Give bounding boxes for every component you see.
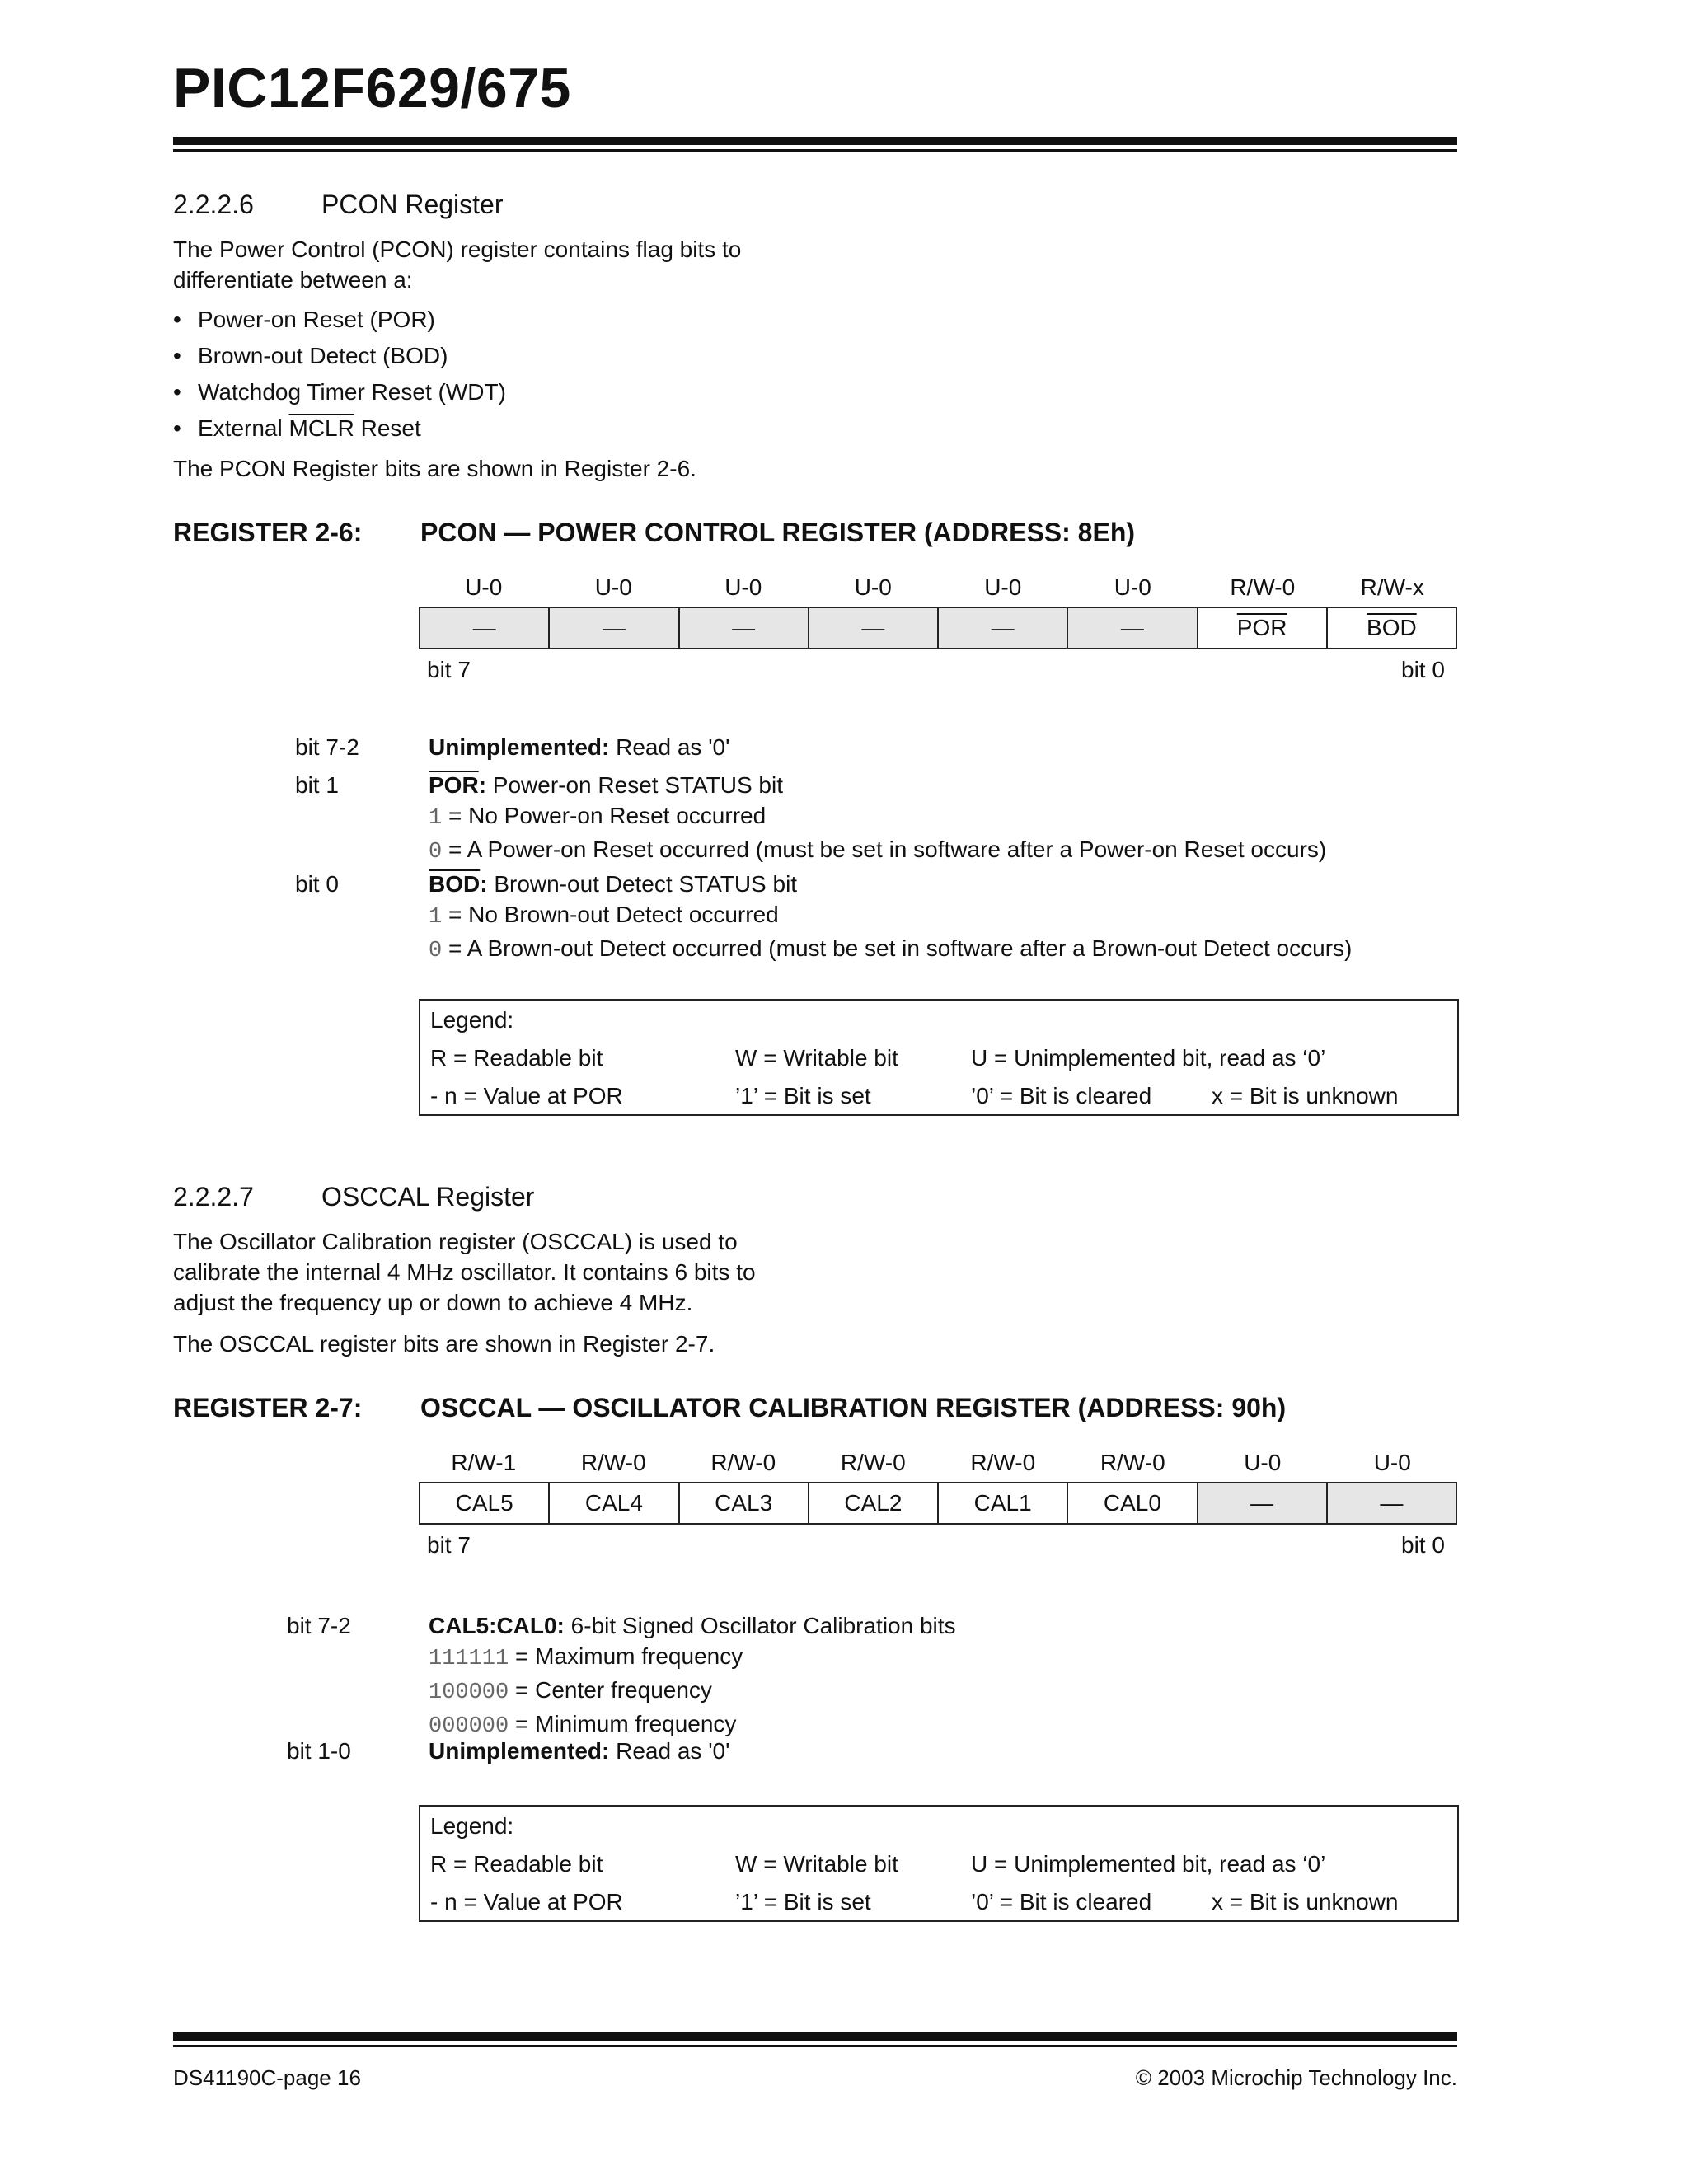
desc-bit1-0: Unimplemented: Read as '0' <box>429 1738 730 1764</box>
bit-cell: — <box>809 607 938 649</box>
bit-attribute: U-0 <box>984 574 1022 600</box>
bit-attribute: U-0 <box>1373 1450 1411 1475</box>
legend-item: W = Writable bit <box>735 1045 898 1071</box>
bit-attribute: R/W-0 <box>1230 574 1296 600</box>
legend-item: ’0’ = Bit is cleared <box>971 1889 1152 1915</box>
footer-page-id: DS41190C-page 16 <box>173 2065 361 2090</box>
bit-cell: CAL4 <box>549 1483 678 1524</box>
bit-cell: CAL2 <box>809 1483 938 1524</box>
bit-attribute: R/W-0 <box>840 1450 906 1475</box>
mclr-overline-text: MCLR <box>288 415 354 441</box>
desc-cal-bits: CAL5:CAL0: 6-bit Signed Oscillator Calibration bits 111111 = Maximum frequency 100000 = Center frequency 000000 = Minimum frequency <box>429 1613 956 1739</box>
legend-title: Legend: <box>430 1813 514 1839</box>
pcon-shown-paragraph: The PCON Register bits are shown in Register 2-6. <box>173 456 696 481</box>
footer-rule-thin <box>173 2045 1457 2047</box>
list-item: • Power-on Reset (POR) <box>173 302 506 338</box>
legend-item: U = Unimplemented bit, read as ‘0’ <box>971 1851 1326 1877</box>
legend-item: U = Unimplemented bit, read as ‘0’ <box>971 1045 1326 1071</box>
register-2-6-heading <box>173 518 1135 548</box>
bit-cell: — <box>1198 1483 1327 1524</box>
footer-copyright: © 2003 Microchip Technology Inc. <box>1135 2065 1457 2090</box>
legend-item: ’0’ = Bit is cleared <box>971 1083 1152 1108</box>
desc-bit7-2: Unimplemented: Read as '0' <box>429 734 730 760</box>
bit-attribute: U-0 <box>1114 574 1151 600</box>
pcon-bit-attributes <box>419 574 1457 601</box>
section-number: 2.2.2.6 <box>173 190 254 219</box>
bit-cell: CAL1 <box>938 1483 1067 1524</box>
register-label: REGISTER 2-7: <box>173 1393 363 1422</box>
legend-title: Legend: <box>430 1007 514 1033</box>
bit-cell: — <box>549 607 678 649</box>
bit0-label: bit 0 <box>1401 657 1445 682</box>
bit-attribute: R/W-0 <box>580 1450 646 1475</box>
legend-item: - n = Value at POR <box>430 1083 623 1108</box>
bit-cell: — <box>938 607 1067 649</box>
bit-attribute: U-0 <box>1244 1450 1282 1475</box>
list-item: • Watchdog Timer Reset (WDT) <box>173 374 506 410</box>
header-rule-thick <box>173 137 1457 145</box>
legend-item: ’1’ = Bit is set <box>735 1889 871 1915</box>
bit-attribute: R/W-0 <box>970 1450 1036 1475</box>
bit-cell: — <box>1327 1483 1456 1524</box>
osccal-bit-table <box>419 1482 1457 1525</box>
pcon-legend-box <box>419 999 1459 1116</box>
bit-attribute: U-0 <box>854 574 892 600</box>
bit-cell: — <box>420 607 549 649</box>
bit7-label: bit 7 <box>427 657 471 682</box>
legend-item: x = Bit is unknown <box>1212 1889 1399 1915</box>
pcon-intro-paragraph: The Power Control (PCON) register contains flag bits to differentiate between a: <box>173 237 742 293</box>
bit-attribute: R/W-x <box>1360 574 1424 600</box>
document-title: PIC12F629/675 <box>173 57 571 120</box>
bit-attribute: U-0 <box>594 574 632 600</box>
header-rule-thin <box>173 149 1457 152</box>
bit-cell: — <box>679 607 809 649</box>
footer-rule-thick <box>173 2032 1457 2041</box>
desc-bit0: $\overline{BOD}$: Brown-out Detect STATUS bit 1 = No Brown-out Detect occurred 0 = A Brown-out Detect occurred (must be set in software after a Brown-out Detect occurs) <box>429 871 1353 963</box>
section-number: 2.2.2.7 <box>173 1182 254 1212</box>
osccal-section-heading <box>173 1182 534 1212</box>
desc-label: bit 1-0 <box>287 1738 351 1764</box>
desc-label: bit 0 <box>295 871 339 897</box>
pcon-bit-table <box>419 607 1457 649</box>
osccal-intro-paragraph: The Oscillator Calibration register (OSCCAL) is used to calibrate the internal 4 MHz oscillator. It contains 6 bits to adjust the frequency up or down to achieve 4 MHz. <box>173 1229 756 1315</box>
desc-label: bit 7-2 <box>295 734 359 760</box>
section-title: OSCCAL Register <box>321 1182 535 1212</box>
section-title: PCON Register <box>321 190 504 219</box>
bit-cell-bod: $\overline{BOD}$ <box>1327 607 1456 649</box>
pcon-section-heading <box>173 190 504 220</box>
desc-bit1: $\overline{POR}$: Power-on Reset STATUS bit 1 = No Power-on Reset occurred 0 = A Power-on Reset occurred (must be set in software after a Power-on Reset occurs) <box>429 772 1327 865</box>
register-2-7-heading <box>173 1393 1286 1423</box>
legend-item: W = Writable bit <box>735 1851 898 1877</box>
register-title: OSCCAL — OSCILLATOR CALIBRATION REGISTER (ADDRESS: 90h) <box>420 1393 1287 1422</box>
desc-label: bit 1 <box>295 772 339 798</box>
legend-item: x = Bit is unknown <box>1212 1083 1399 1108</box>
register-label: REGISTER 2-6: <box>173 518 363 547</box>
list-item: • External MCLR Reset <box>173 410 506 447</box>
bit-cell: CAL0 <box>1067 1483 1197 1524</box>
desc-label: bit 7-2 <box>287 1613 351 1638</box>
reset-types-list <box>173 302 506 447</box>
bit0-label: bit 0 <box>1401 1532 1445 1558</box>
bit-attribute: R/W-1 <box>451 1450 517 1475</box>
bit-attribute: U-0 <box>724 574 762 600</box>
legend-item: ’1’ = Bit is set <box>735 1083 871 1108</box>
legend-item: R = Readable bit <box>430 1851 603 1877</box>
bit-attribute: U-0 <box>465 574 503 600</box>
bit7-label: bit 7 <box>427 1532 471 1558</box>
bit-attribute: R/W-0 <box>1100 1450 1165 1475</box>
bit-cell: — <box>1067 607 1197 649</box>
osccal-legend-box <box>419 1805 1459 1922</box>
bit-cell: CAL5 <box>420 1483 549 1524</box>
bit-cell: CAL3 <box>679 1483 809 1524</box>
osccal-bit-attributes <box>419 1450 1457 1476</box>
osccal-shown-paragraph: The OSCCAL register bits are shown in Register 2-7. <box>173 1331 715 1357</box>
register-title: PCON — POWER CONTROL REGISTER (ADDRESS: 8Eh) <box>420 518 1136 547</box>
legend-item: R = Readable bit <box>430 1045 603 1071</box>
bit-attribute: R/W-0 <box>710 1450 776 1475</box>
bit-cell-por: $\overline{POR}$ <box>1198 607 1327 649</box>
list-item: • Brown-out Detect (BOD) <box>173 338 506 374</box>
legend-item: - n = Value at POR <box>430 1889 623 1915</box>
